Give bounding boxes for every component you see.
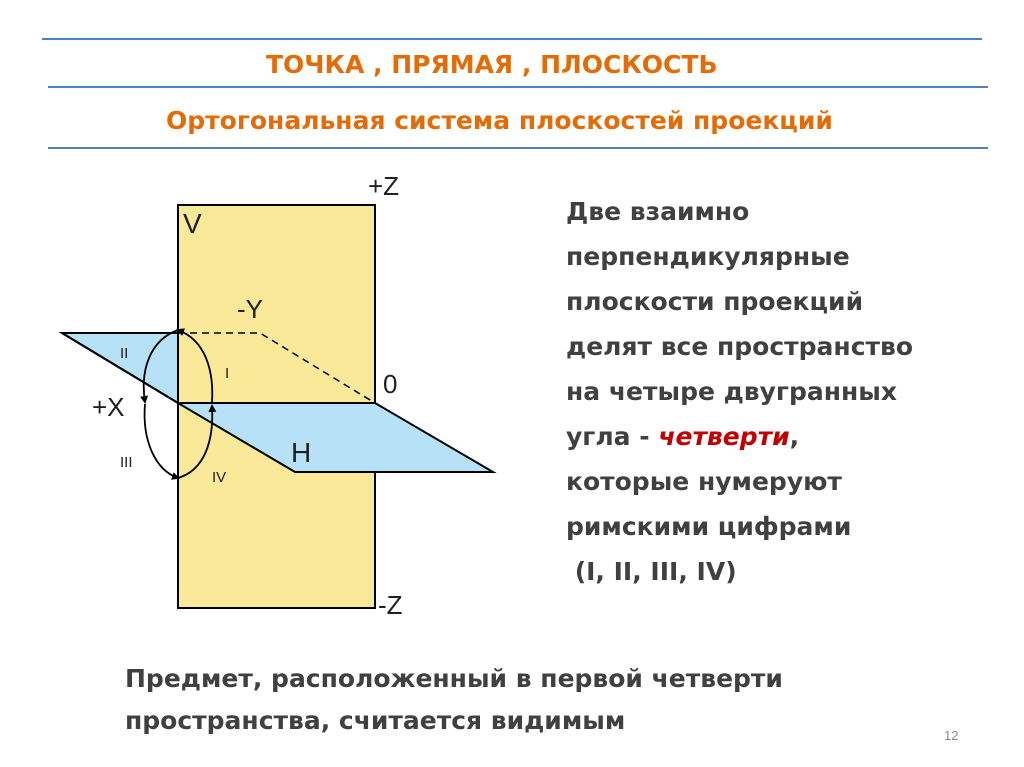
label-quadrant-iv: IV	[212, 469, 227, 486]
emphasis-quarters: четверти	[658, 422, 790, 451]
description-line: плоскости проекций	[566, 287, 864, 316]
description-line: Две взаимно	[566, 197, 750, 226]
note-line: пространства, считается видимым	[125, 706, 626, 735]
label-plane-h: H	[291, 437, 312, 468]
description-text: ,	[789, 422, 800, 451]
description-line: на четыре двугранных	[566, 377, 898, 406]
label-plus-z: +Z	[368, 171, 400, 201]
label-quadrant-iii: III	[120, 454, 133, 471]
description-text: угла -	[566, 422, 659, 451]
description-line-with-emphasis	[566, 414, 913, 459]
page-title: ТОЧКА , ПРЯМАЯ , ПЛОСКОСТЬ	[266, 50, 718, 79]
description-line: римскими цифрами	[566, 512, 852, 541]
label-minus-z: -Z	[378, 590, 403, 620]
visibility-note	[125, 658, 783, 742]
slide-number: 12	[944, 728, 959, 743]
note-line: Предмет, расположенный в первой четверти	[125, 664, 783, 693]
quadrant-arc-lower-left	[145, 404, 178, 478]
description-line: перпендикулярные	[566, 242, 850, 271]
label-plane-v: V	[183, 208, 202, 239]
description-block	[566, 189, 913, 594]
label-quadrant-i: I	[225, 365, 230, 382]
label-origin: 0	[383, 369, 398, 399]
description-line: делят все пространство	[566, 332, 913, 361]
page-subtitle: Ортогональная система плоскостей проекций	[166, 106, 833, 135]
label-minus-y: -Y	[237, 294, 263, 324]
description-line: (I, II, III, IV)	[566, 557, 737, 586]
label-quadrant-ii: II	[120, 345, 129, 362]
label-plus-x: +X	[92, 392, 125, 422]
description-line: которые нумеруют	[566, 467, 842, 496]
